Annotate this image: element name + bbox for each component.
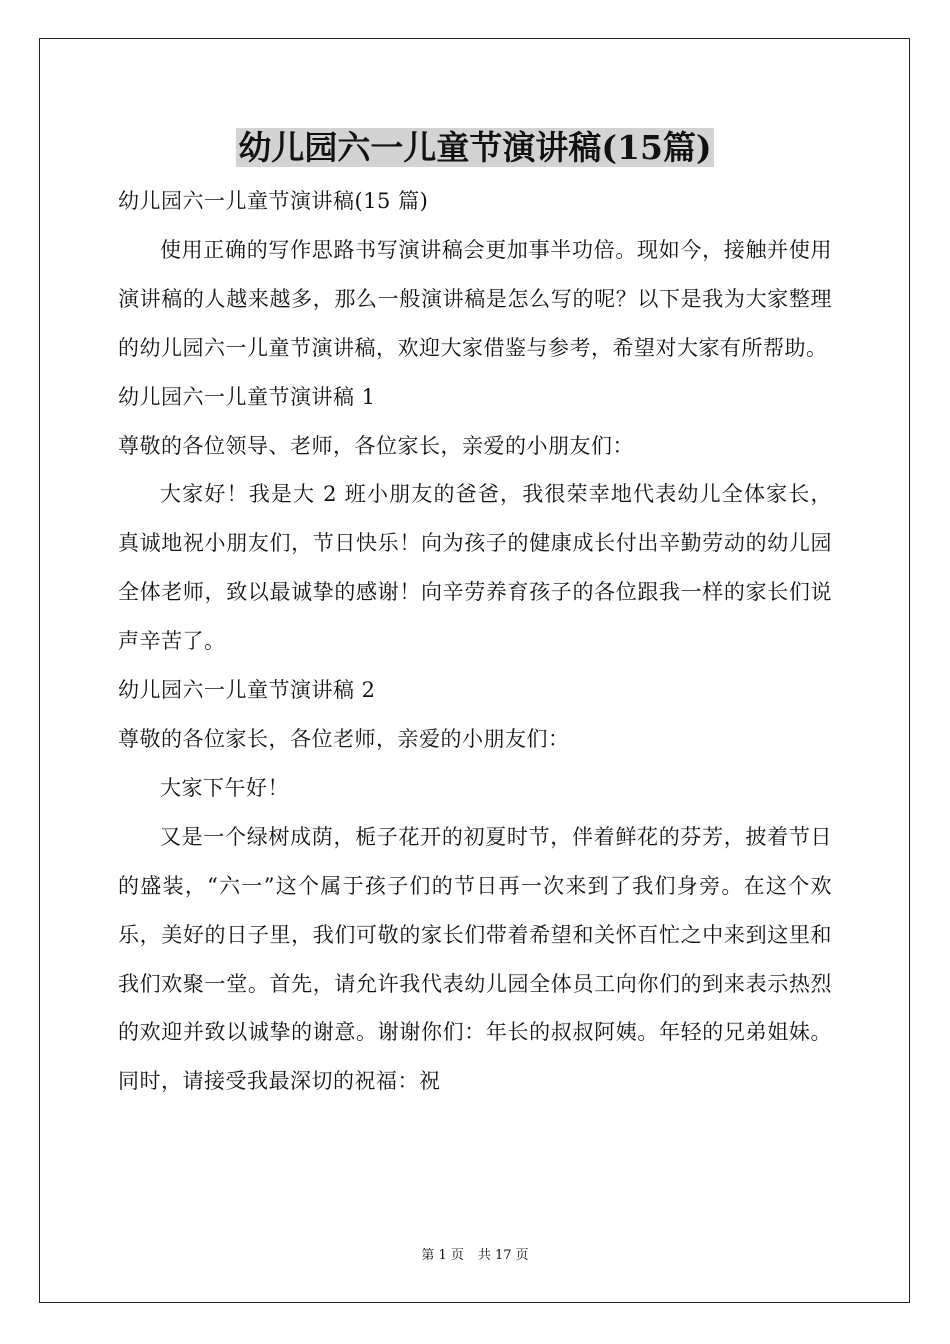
document-title-text: 幼儿园六一儿童节演讲稿(15篇) <box>238 128 712 167</box>
document-title <box>0 124 950 172</box>
paragraph-speech-2: 又是一个绿树成荫，栀子花开的初夏时节，伴着鲜花的芬芳，披着节日的盛装，“六一”这个属于孩子们的节日再一次来到了我们身旁。在这个欢乐，美好的日子里，我们可敬的家长们带着希望和关怀百忙之中来到这里和我们欢聚一堂。首先，请允许我代表幼儿园全体员工向你们的到来表示热烈的欢迎并致以诚挚的谢意。谢谢你们：年长的叔叔阿姨。年轻的兄弟姐妹。同时，请接受我最深切的祝福：祝 <box>118 824 832 1094</box>
paragraph-heading-2: 幼儿园六一儿童节演讲稿 2 <box>118 678 376 703</box>
paragraph-heading-1: 幼儿园六一儿童节演讲稿 1 <box>118 384 376 409</box>
paragraph-speech-1: 大家好！我是大 2 班小朋友的爸爸，我很荣幸地代表幼儿全体家长，真诚地祝小朋友们，节日快乐！向为孩子的健康成长付出辛勤劳动的幼儿园全体老师，致以最诚挚的感谢！向辛劳养育孩子的各位跟我一样的家长们说声辛苦了。 <box>118 482 832 654</box>
page-number: 第 1 页 <box>421 1248 464 1263</box>
page-footer <box>0 1247 950 1265</box>
paragraph-greeting-2: 大家下午好！ <box>160 775 289 800</box>
paragraph-salutation-1: 尊敬的各位领导、老师，各位家长，亲爱的小朋友们： <box>118 433 634 458</box>
document-body <box>118 177 832 1106</box>
paragraph-salutation-2: 尊敬的各位家长，各位老师，亲爱的小朋友们： <box>118 726 570 751</box>
paragraph-subtitle: 幼儿园六一儿童节演讲稿(15 篇) <box>118 189 429 213</box>
paragraph-intro: 使用正确的写作思路书写演讲稿会更加事半功倍。现如今，接触并使用演讲稿的人越来越多，那么一般演讲稿是怎么写的呢？以下是我为大家整理的幼儿园六一儿童节演讲稿，欢迎大家借鉴与参考，希望对大家有所帮助。 <box>118 237 832 360</box>
page-total: 共 17 页 <box>477 1248 529 1263</box>
